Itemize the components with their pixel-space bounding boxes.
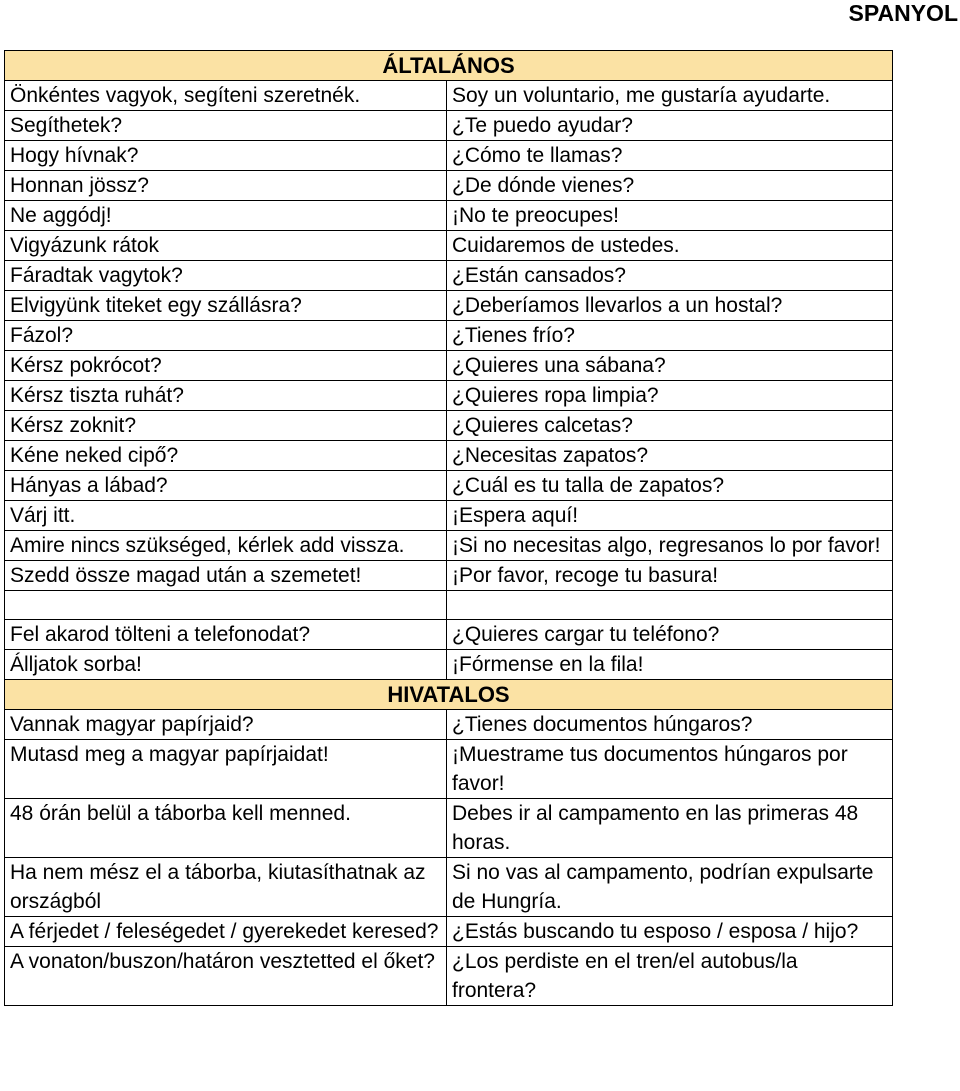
table-row <box>5 650 893 680</box>
hungarian-phrase: Elvigyünk titeket egy szállásra? <box>5 291 447 321</box>
table-row <box>5 858 893 917</box>
table-row <box>5 351 893 381</box>
spanish-phrase: ¿Estás buscando tu esposo / esposa / hijo? <box>447 917 893 947</box>
table-row-empty <box>5 591 893 620</box>
hungarian-phrase: Kérsz zoknit? <box>5 411 447 441</box>
hungarian-phrase: Hogy hívnak? <box>5 141 447 171</box>
hungarian-phrase: Álljatok sorba! <box>5 650 447 680</box>
spanish-phrase: ¡No te preocupes! <box>447 201 893 231</box>
table-row <box>5 561 893 591</box>
table-row <box>5 261 893 291</box>
table-row <box>5 411 893 441</box>
spanish-phrase: ¿Quieres ropa limpia? <box>447 381 893 411</box>
hungarian-phrase: Ha nem mész el a táborba, kiutasíthatnak az országból <box>5 858 447 917</box>
table-row <box>5 111 893 141</box>
hungarian-phrase: Fáradtak vagytok? <box>5 261 447 291</box>
hungarian-phrase: Önkéntes vagyok, segíteni szeretnék. <box>5 81 447 111</box>
hungarian-phrase: Honnan jössz? <box>5 171 447 201</box>
page-label: SPANYOL <box>848 0 958 26</box>
spanish-phrase: ¿Necesitas zapatos? <box>447 441 893 471</box>
hungarian-phrase: Hányas a lábad? <box>5 471 447 501</box>
hungarian-phrase: A férjedet / feleségedet / gyerekedet keresed? <box>5 917 447 947</box>
table-row <box>5 917 893 947</box>
table-row <box>5 291 893 321</box>
spanish-phrase: ¿De dónde vienes? <box>447 171 893 201</box>
hungarian-phrase: 48 órán belül a táborba kell menned. <box>5 799 447 858</box>
spanish-phrase: ¿Tienes documentos húngaros? <box>447 710 893 740</box>
hungarian-phrase <box>5 591 447 620</box>
spanish-phrase: ¿Quieres cargar tu teléfono? <box>447 620 893 650</box>
hungarian-phrase: Kérsz tiszta ruhát? <box>5 381 447 411</box>
spanish-phrase <box>447 591 893 620</box>
hungarian-phrase: Amire nincs szükséged, kérlek add vissza. <box>5 531 447 561</box>
spanish-phrase: ¿Quieres una sábana? <box>447 351 893 381</box>
phrasebook-table <box>4 50 893 1006</box>
spanish-phrase: ¿Deberíamos llevarlos a un hostal? <box>447 291 893 321</box>
table-row <box>5 81 893 111</box>
spanish-phrase: ¿Están cansados? <box>447 261 893 291</box>
table-row <box>5 171 893 201</box>
spanish-phrase: Soy un voluntario, me gustaría ayudarte. <box>447 81 893 111</box>
spanish-phrase: ¿Cuál es tu talla de zapatos? <box>447 471 893 501</box>
table-row <box>5 947 893 1006</box>
table-row <box>5 620 893 650</box>
hungarian-phrase: Mutasd meg a magyar papírjaidat! <box>5 740 447 799</box>
hungarian-phrase: Vannak magyar papírjaid? <box>5 710 447 740</box>
table-row <box>5 231 893 261</box>
hungarian-phrase: Szedd össze magad után a szemetet! <box>5 561 447 591</box>
hungarian-phrase: A vonaton/buszon/határon vesztetted el őket? <box>5 947 447 1006</box>
spanish-phrase: Debes ir al campamento en las primeras 48 horas. <box>447 799 893 858</box>
spanish-phrase: ¿Los perdiste en el tren/el autobus/la frontera? <box>447 947 893 1006</box>
hungarian-phrase: Vigyázunk rátok <box>5 231 447 261</box>
spanish-phrase: Si no vas al campamento, podrían expulsarte de Hungría. <box>447 858 893 917</box>
table-row <box>5 201 893 231</box>
spanish-phrase: Cuidaremos de ustedes. <box>447 231 893 261</box>
spanish-phrase: ¡Si no necesitas algo, regresanos lo por favor! <box>447 531 893 561</box>
hungarian-phrase: Várj itt. <box>5 501 447 531</box>
hungarian-phrase: Segíthetek? <box>5 111 447 141</box>
section-header-row <box>5 680 893 710</box>
spanish-phrase: ¿Cómo te llamas? <box>447 141 893 171</box>
table-row <box>5 441 893 471</box>
spanish-phrase: ¡Espera aquí! <box>447 501 893 531</box>
spanish-phrase: ¿Tienes frío? <box>447 321 893 351</box>
table-row <box>5 471 893 501</box>
table-row <box>5 321 893 351</box>
table-row <box>5 531 893 561</box>
table-row <box>5 740 893 799</box>
table-row <box>5 501 893 531</box>
spanish-phrase: ¡Muestrame tus documentos húngaros por favor! <box>447 740 893 799</box>
hungarian-phrase: Fázol? <box>5 321 447 351</box>
hungarian-phrase: Ne aggódj! <box>5 201 447 231</box>
hungarian-phrase: Fel akarod tölteni a telefonodat? <box>5 620 447 650</box>
spanish-phrase: ¿Te puedo ayudar? <box>447 111 893 141</box>
table-row <box>5 710 893 740</box>
spanish-phrase: ¡Por favor, recoge tu basura! <box>447 561 893 591</box>
section-title: ÁLTALÁNOS <box>5 51 893 81</box>
table-row <box>5 799 893 858</box>
hungarian-phrase: Kérsz pokrócot? <box>5 351 447 381</box>
hungarian-phrase: Kéne neked cipő? <box>5 441 447 471</box>
spanish-phrase: ¡Fórmense en la fila! <box>447 650 893 680</box>
section-header-row <box>5 51 893 81</box>
section-title: HIVATALOS <box>5 680 893 710</box>
table-row <box>5 381 893 411</box>
spanish-phrase: ¿Quieres calcetas? <box>447 411 893 441</box>
table-row <box>5 141 893 171</box>
